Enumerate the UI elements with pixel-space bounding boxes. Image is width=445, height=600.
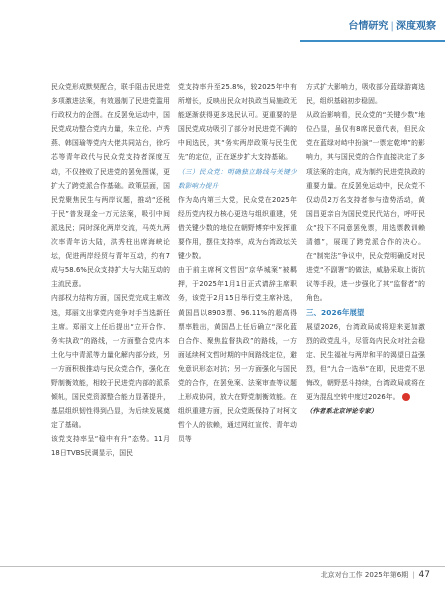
- paragraph: [306, 320, 425, 405]
- paragraph: 党支持率升至25.8%，较2025年中有所增长，反映出民众对执政当局施政无能逐渐获得更多选民认可。更重要的是国民党成功吸引了部分对民进党不满的中间选民，其“务实两岸政策与民生优先”的定位，正在逐步扩大支持基础。: [178, 83, 297, 162]
- paragraph: 从政治影响看，民众党的“关键少数”地位凸显，虽仅有8席民意代表，但民众党在蓝绿对峙中扮演“一票定乾坤”的影响力，其与国民党的合作直接决定了多项法案的走向，成为制约民进党执政的重要力量。在反罢免运动中，民众党不仅动员2万名支持者参与造势活动，黄国昌更亲自为国民党民代站台，呼吁民众“投下不同意罢免票，用选票教训赖清德”，展现了跨党派合作的决心。在“制宪法”争议中，民众党明确反对民进党“不副署”的做法，威胁采取上街抗议等手段，进一步强化了其“监督者”的角色。: [306, 111, 425, 303]
- header-column: 深度观察: [396, 21, 436, 32]
- paragraph: 该党支持率呈“稳中有升”态势。11月18日TVBS民调显示，国民: [51, 435, 170, 458]
- footer-publication: 北京对台工作 2025年第6期: [320, 571, 409, 579]
- end-mark-icon: [402, 393, 410, 401]
- page-number: 47: [418, 570, 430, 580]
- header-section: 台情研究: [348, 21, 389, 32]
- paragraph-text: 展望2026，台湾政局或将迎来更加激烈的政党乱斗，尽管岛内民众对社会稳定、民生福祉与两岸和平的渴望日益强烈，但“九合一选举”在即，民进党不思悔改，朝野恶斗持续，台湾政局或将在更为混乱空转中度过2026年。: [306, 322, 425, 402]
- page-footer: [240, 570, 430, 580]
- paragraph: 民众党形成默契配合，联手阻击民进党多项激进法案，有效遏制了民进党滥用行政权力的企图。在反罢免运动中，国民党成功整合党内力量，朱立伦、卢秀燕、韩国瑜等党内大佬共同站台，徐巧芯等青年政代与民众党支持者深度互动，不仅挫败了民进党的罢免图谋，更扩大了跨党派合作基础。政策层面，国民党聚焦民生与两岸议题，推动“还税于民”普发现金一万元法案，吸引中间派选民；同时深化两岸交流，马英九两次率青年访大陆，洪秀柱出席海峡论坛，促进两岸经贸与青年互动，约有7成与58.6%民众支持扩大与大陆互动的主流民意。: [51, 83, 170, 289]
- header-separator: |: [390, 21, 394, 32]
- text-column-1: [51, 80, 170, 461]
- paragraph: 由于前主席柯文哲因“京华城案”被羁押，于2025年1月1日正式请辞主席职务，该党于2月15日举行党主席补选，黄国昌以8903票、96.11%的超高得票率胜出，黄国昌上任后确立“深化蓝白合作、聚焦监督执政”的路线，一方面延续柯文哲时期的中间路线定位，避免意识形态对抗；另一方面强化与国民党的合作，在罢免案、法案审查等议题上形成协同，放大在野党制衡效能。在组织重建方面，民众党既保持了对柯文哲个人的依赖，通过网红宣传、青年动员等: [178, 266, 297, 444]
- text-column-3: [306, 80, 425, 418]
- paragraph: 作为岛内第三大党，民众党在2025年经历党内权力核心更迭与组织重建，凭借关键少数的地位在朝野博弈中发挥重要作用，摆住支持率，成为台湾政坛关键少数。: [178, 195, 297, 261]
- header-rule: [300, 40, 445, 42]
- section-title: 三、2026年展望: [306, 307, 365, 317]
- paragraph: 方式扩大影响力，吸收部分蓝绿游离选民，组织基础初步稳固。: [306, 83, 425, 106]
- paragraph: 内部权力结构方面，国民党完成主席改选，郑丽文出掌党内竞争对手当选新任主席。郑丽文上任后提出“立开合作、务实执政”的路线，一方面整合党内本土化与中青派等力量化解内部分歧，另一方面积极推动与民众党合作，强化在野制衡效能，相较于民进党内部的派系倾轧，国民党资源整合能力显著提升，基层组织韧性得到凸显，为后续发展奠定了基础。: [51, 294, 170, 430]
- subheading: （三）民众党：明确独立路线与关键少数影响力提升: [178, 167, 297, 190]
- footer-divider: |: [412, 571, 415, 579]
- page-header: [286, 17, 436, 32]
- text-column-2: [178, 80, 297, 446]
- author-note: （作者系北京评论专家）: [306, 407, 378, 416]
- footer-rule: [0, 566, 445, 567]
